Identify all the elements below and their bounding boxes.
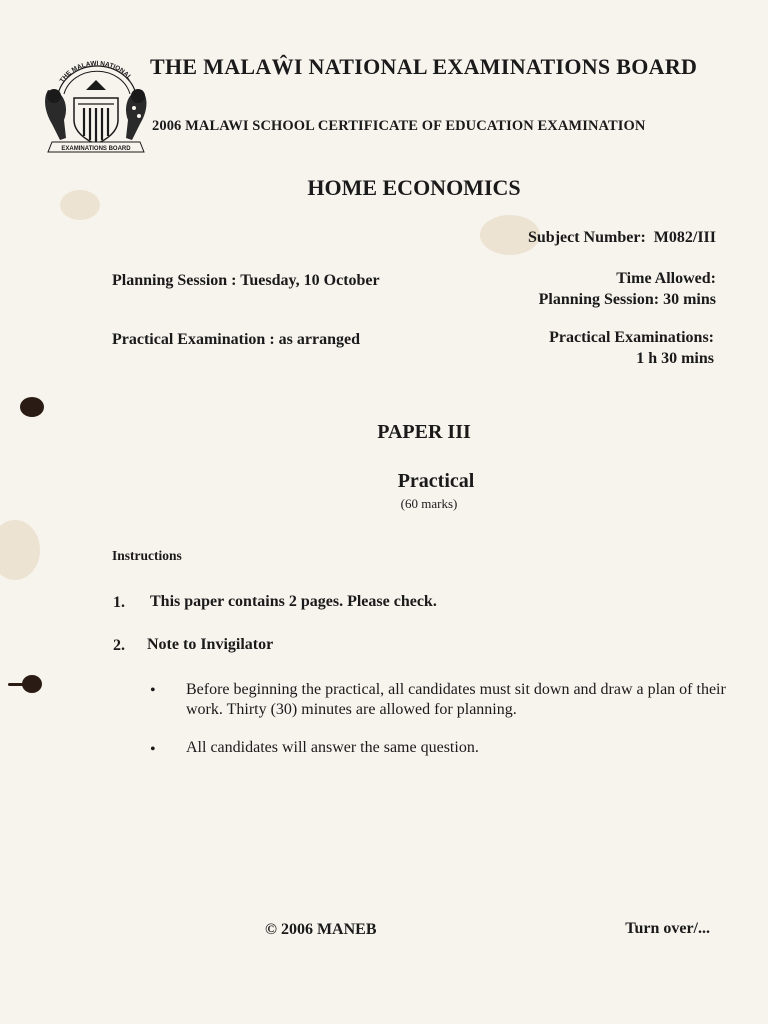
exam-title: 2006 MALAWI SCHOOL CERTIFICATE OF EDUCATION EXAMINATION xyxy=(152,118,646,134)
subject-number-label: Subject Number: xyxy=(528,229,646,246)
ink-mark xyxy=(8,683,24,686)
turn-over-note: Turn over/... xyxy=(625,920,710,937)
time-allowed-label: Time Allowed: xyxy=(616,270,716,287)
item-number: 1. xyxy=(113,594,125,611)
logo-text-top: THE MALAWI NATIONAL xyxy=(58,60,133,85)
maneb-coat-of-arms-logo xyxy=(38,50,154,158)
paper-marks: (60 marks) xyxy=(400,496,458,511)
logo-text-bottom: EXAMINATIONS BOARD xyxy=(61,146,131,152)
practical-time-label: Practical Examinations: xyxy=(549,329,714,346)
punch-hole-mark xyxy=(20,397,44,417)
bullet-text: Before beginning the practical, all candidates must sit down and draw a plan of their work. Thirty (30) minutes are allowed for planning. xyxy=(186,681,726,718)
time-allowed-block xyxy=(539,268,716,310)
copyright: © 2006 MANEB xyxy=(265,921,377,938)
punch-hole-mark xyxy=(22,675,42,693)
practical-time-value: 1 h 30 mins xyxy=(636,350,714,367)
planning-session: Planning Session : Tuesday, 10 October xyxy=(112,272,380,289)
practical-time-block xyxy=(549,327,714,369)
planning-time: Planning Session: 30 mins xyxy=(538,291,716,308)
bullet-text: All candidates will answer the same question. xyxy=(186,739,479,756)
paper-label: PAPER III xyxy=(377,421,471,443)
item-text: This paper contains 2 pages. Please check. xyxy=(150,593,437,610)
item-text: Note to Invigilator xyxy=(147,636,274,653)
item-number: 2. xyxy=(113,637,125,654)
bullet-icon: • xyxy=(150,741,156,758)
subject-number-line xyxy=(528,229,716,247)
paper-stain xyxy=(0,520,40,580)
bullet-icon: • xyxy=(150,682,156,699)
subject-number-value: M082/III xyxy=(653,229,716,246)
paper-type: Practical xyxy=(397,470,475,492)
subject-name: HOME ECONOMICS xyxy=(307,175,521,200)
practical-examination: Practical Examination : as arranged xyxy=(112,331,360,348)
instructions-heading: Instructions xyxy=(112,548,182,563)
board-title: THE MALAŴI NATIONAL EXAMINATIONS BOARD xyxy=(150,54,698,79)
